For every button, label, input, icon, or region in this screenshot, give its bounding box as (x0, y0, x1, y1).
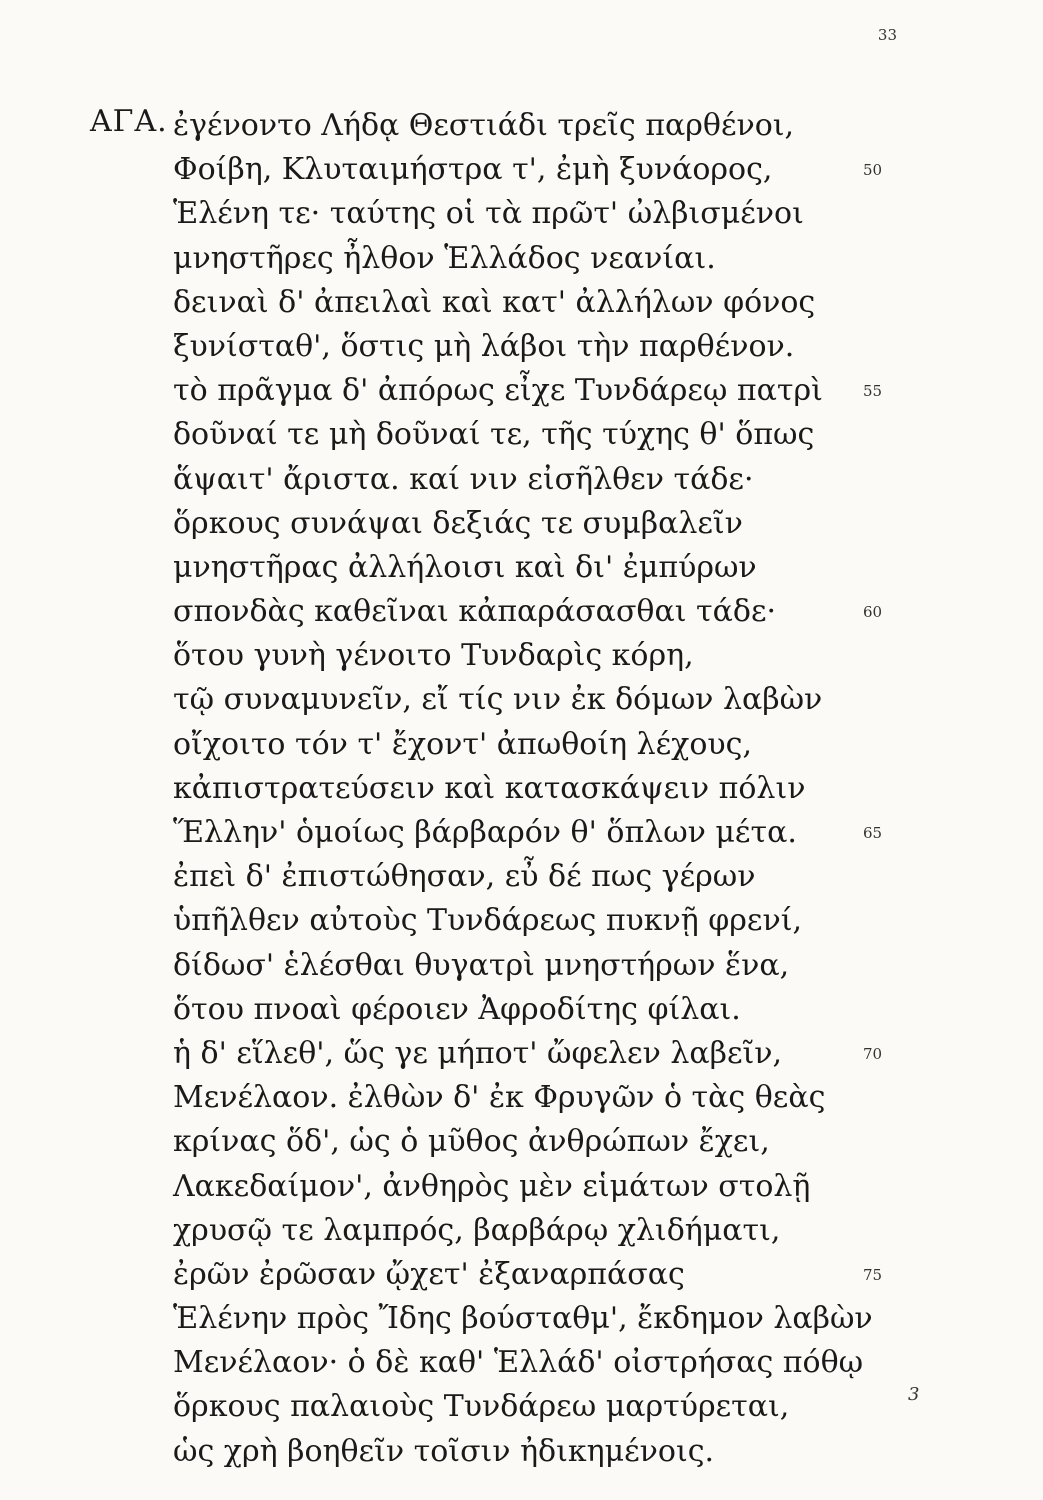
page-number: 33 (877, 26, 897, 44)
verse-text: Λακεδαίμον', ἀνθηρὸς μὲν εἱμάτων στολῇ (173, 1168, 811, 1204)
verse-line (173, 1385, 893, 1429)
verse-text: Ἑλένην πρὸς Ἴδης βούσταθμ', ἔκδημον λαβὼν (173, 1301, 873, 1337)
line-number: 70 (863, 1044, 883, 1063)
verse-text: τῷ συναμυνεῖν, εἴ τίς νιν ἐκ δόμων λαβὼν (173, 682, 823, 718)
verse-line (173, 413, 893, 457)
verse-line (173, 502, 893, 546)
verse-line (173, 1076, 893, 1120)
verse-line (173, 237, 893, 281)
verse-line (173, 1032, 893, 1076)
verse-line (173, 811, 893, 855)
verse-text: χρυσῷ τε λαμπρός, βαρβάρῳ χλιδήματι, (173, 1212, 781, 1248)
verse-text: κἀπιστρατεύσειν καὶ κατασκάψειν πόλιν (173, 770, 806, 806)
verse-text: Ἕλλην' ὁμοίως βάρβαρόν θ' ὅπλων μέτα. (173, 815, 797, 850)
verse-text: ἐπεὶ δ' ἐπιστώθησαν, εὖ δέ πως γέρων (173, 859, 756, 895)
verse-line (173, 325, 893, 369)
verse-text: ὅτου πνοαὶ φέροιεν Ἀφροδίτης φίλαι. (173, 991, 741, 1027)
verse-line (173, 988, 893, 1032)
verse-text: μνηστῆρας ἀλλήλοισι καὶ δι' ἐμπύρων (173, 549, 757, 585)
verse-text: Μενέλαον· ὁ δὲ καθ' Ἑλλάδ' οἰστρήσας πόθῳ (173, 1345, 864, 1381)
line-number: 55 (863, 382, 883, 401)
verse-text: ἅψαιτ' ἄριστα. καί νιν εἰσῆλθεν τάδε· (173, 461, 754, 497)
verse-line (173, 148, 893, 192)
verse-text: ὡς χρὴ βοηθεῖν τοῖσιν ἠδικημένοις. (173, 1433, 715, 1469)
line-number: 60 (863, 603, 883, 622)
verse-text: οἴχοιτο τόν τ' ἔχοντ' ἀπωθοίη λέχους, (173, 726, 752, 762)
verse-text: ἐγένοντο Λήδᾳ Θεστιάδι τρεῖς παρθένοι, (173, 108, 795, 143)
verse-line (173, 944, 893, 988)
verse-line (173, 1430, 893, 1474)
verse-text: σπονδὰς καθεῖναι κἀπαράσασθαι τάδε· (173, 594, 777, 630)
line-number: 50 (863, 161, 883, 180)
speaker-label: ΑΓΑ. (90, 104, 168, 139)
verse-text: κρίνας ὅδ', ὡς ὁ μῦθος ἀνθρώπων ἔχει, (173, 1124, 770, 1160)
verse-line (173, 634, 893, 678)
verse-line (173, 1341, 893, 1385)
verse-line (173, 1297, 893, 1341)
verse-line (173, 723, 893, 767)
verse-text: ἡ δ' εἵλεθ', ὥς γε μήποτ' ὤφελεν λαβεῖν, (173, 1035, 783, 1071)
verse-line (173, 1253, 893, 1297)
verse-line (173, 281, 893, 325)
verse-text: Ἑλένη τε· ταύτης οἱ τὰ πρῶτ' ὠλβισμένοι (173, 196, 804, 232)
verse-line (173, 855, 893, 899)
verse-line (173, 1120, 893, 1164)
verse-line (173, 369, 893, 413)
verse-text: ὅρκους συνάψαι δεξιάς τε συμβαλεῖν (173, 505, 743, 541)
line-number: 75 (863, 1265, 883, 1284)
verse-text: Μενέλαον. ἐλθὼν δ' ἐκ Φρυγῶν ὁ τὰς θεὰς (173, 1080, 826, 1116)
verse-line (173, 546, 893, 590)
verse-text: ἐρῶν ἐρῶσαν ᾤχετ' ἐξαναρπάσας (173, 1256, 685, 1292)
verse-block (173, 104, 893, 1474)
verse-text: ὅτου γυνὴ γένοιτο Τυνδαρὶς κόρη, (173, 638, 694, 674)
verse-text: δοῦναί τε μὴ δοῦναί τε, τῆς τύχης θ' ὅπως (173, 417, 815, 453)
verse-text: τὸ πρᾶγμα δ' ἀπόρως εἶχε Τυνδάρεῳ πατρὶ (173, 373, 823, 409)
verse-text: μνηστῆρες ἦλθον Ἑλλάδος νεανίαι. (173, 240, 716, 276)
verse-text: ὅρκους παλαιοὺς Τυνδάρεω μαρτύρεται, (173, 1389, 790, 1425)
verse-line (173, 678, 893, 722)
verse-line (173, 590, 893, 634)
verse-line (173, 1165, 893, 1209)
verse-text: δίδωσ' ἑλέσθαι θυγατρὶ μνηστήρων ἕνα, (173, 947, 790, 983)
verse-line (173, 899, 893, 943)
verse-line (173, 104, 893, 148)
verse-text: Φοίβη, Κλυταιμήστρα τ', ἐμὴ ξυνάορος, (173, 152, 773, 188)
verse-line (173, 192, 893, 236)
signature-mark: 3 (908, 1384, 920, 1405)
verse-line (173, 458, 893, 502)
verse-text: δειναὶ δ' ἀπειλαὶ καὶ κατ' ἀλλήλων φόνος (173, 284, 816, 320)
line-number: 65 (863, 824, 883, 842)
verse-text: ὑπῆλθεν αὐτοὺς Τυνδάρεως πυκνῇ φρενί, (173, 903, 803, 939)
verse-text: ξυνίσταθ', ὅστις μὴ λάβοι τὴν παρθένον. (173, 328, 795, 364)
verse-line (173, 767, 893, 811)
verse-line (173, 1209, 893, 1253)
